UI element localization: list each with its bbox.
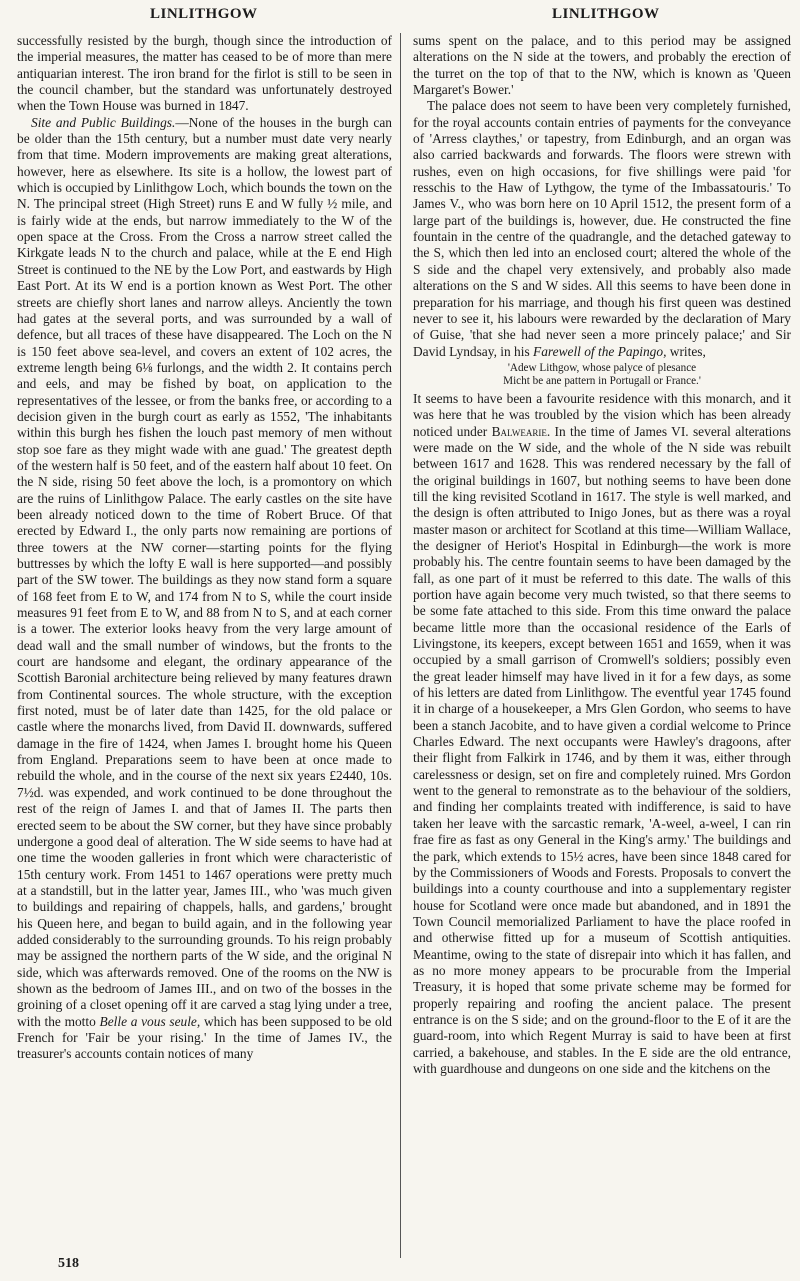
motto-text: Belle a vous seule, xyxy=(99,1013,201,1029)
verse-quotation xyxy=(413,362,791,389)
section-heading: Site and Public Buildings. xyxy=(31,114,176,130)
page-number: 518 xyxy=(58,1256,79,1271)
paragraph-text-continued: In the time of James VI. several alterations were made on the W side, and the whole of the N side was rebuilt between 1617 and 1628. This was rendered necessary by the fall of the original buildings in 1607, but nothing seems to have been done till the king revisited Scotland in 1617. The style is well marked, and the design is often attributed to Inigo Jones, but as there was a royal master mason or architect for Scotland at this time—William Wallace, the designer of Heriot's Hospital in Edinburgh—the work is more probably his. The centre fountain seems to have been damaged by the fall, as one part of it must be referred to this date. The walls of this portion have again become very much twisted, so that there seems to be some fate attached to this side. From this time onward the palace became little more than the occasional residence of the Earls of Livingstone, its keepers, except between 1651 and 1659, when it was occupied by a small garrison of Cromwell's soldiers; possibly even the great leader himself may have lived in it for a few days, as some of his letters are dated from Linlithgow. The eventful year 1745 found it in charge of a housekeeper, a Mrs Glen Gordon, who seems to have been a stanch Jacobite, and to have given a cordial welcome to Prince Charles Edward. The next occupants were Hawley's dragoons, after their flight from Falkirk in 1746, and by them it was, either through carelessness or design, set on fire and completely ruined. Mrs Gordon went to the general to remonstrate as to the behaviour of the soldiers, and finding her complaints treated with indifference, is said to have taken her leave with the sarcastic remark, 'A-weel, a-weel, I can rin frae fire as fast as ony General in the King's army.' The buildings and the park, which extends to 15½ acres, have been since 1848 cared for by the Commissioners of Woods and Forests. Proposals to convert the buildings into a county courthouse and into a supplementary register house for Scotland were once made but abandoned, and in 1891 the Town Council memorialized Parliament to have the place roofed in and otherwise fitted up for a museum of Scottish antiquities. Meantime, owing to the state of disrepair into which it has fallen, and as no more money appears to be procurable from the Imperial Treasury, it is hoped that some private scheme may be formed for properly repairing and roofing the ancient palace. The present entrance is on the S side; and on the ground-floor to the E of it are the guard-room, into which Regent Murray is said to have been at first carried, a bakehouse, and stables. In the E side are the old entrance, with guardhouse and dungeons on one side and the kitchens on the xyxy=(413,423,791,1076)
cross-reference: Balwearie. xyxy=(491,423,551,439)
column-divider xyxy=(400,33,401,1258)
paragraph-palace-sums: sums spent on the palace, and to this period may be assigned alterations on the N side at the towers, and probably the erection of the turret on the top of that to the NW, which is known as 'Queen Margaret's Bower.' xyxy=(413,33,791,98)
verse-line: Micht be ane pattern in Portugall or France.' xyxy=(503,375,701,388)
paragraph-text: It seems to have been a favourite residence with this monarch, and it was here that he was troubled by the vision which has been already noticed under xyxy=(413,390,791,439)
paragraph-text: —None of the houses in the burgh can be older than the 15th century, but a number must date very nearly from that time. Modern improvements are making great alterations, however, here as elsewhere. Its site is a hollow, the lowest part of which is occupied by Linlithgow Loch, which bounds the town on the N. The principal street (High Street) runs E and W fully ½ mile, and is fairly wide at the ends, but narrow immediately to the W of the open space at the Cross. From the Cross a narrow street called the Kirkgate leads N to the church and palace, while at the E end High Street is continued to the NE by the Low Port, and eastwards by High East Port. At its W end is a portion known as West Port. The other streets are chiefly short lanes and narrow alleys. Anciently the town had gates at the several ports, and was surrounded by a wall of defence, but all traces of these have disappeared. The Loch on the N is 150 feet above sea-level, and covers an extent of 102 acres, the extreme length being 6⅛ furlongs, and the width 2. It contains perch and eels, and may be fished by boat, on application to the representatives of the lessee, or from the banks free, or according to a decision given in the burgh court as early as 1552, 'The inhabitants within this burgh hes fishen the louch past memory of men without stop soe fare as they might wade with ane guad.' The greatest depth of the western half is 50 feet, and of the eastern half about 10 feet. On the N side, rising 50 feet above the loch, is a promontory on which are the ruins of Linlithgow Palace. The early castles on the site have been already noticed down to the time of Robert Bruce. Of that erected by Edward I., the only parts now remaining are portions of three towers at the NW corner—starting points for the flying buttresses by which the lofty E wall is here supported—and possibly part of the SW tower. The buildings as they now stand form a square of 168 feet from E to W, and 174 from N to S, while the court inside measures 91 feet from E to W, and 88 from N to S, and at each corner is a tower. The exterior looks heavy from the very large amount of dead wall and the small number of windows, but the fronts to the court are handsome and elegant, the ordinary appearance of the Scottish Baronial architecture being relieved by many features drawn from Continental sources. The whole structure, with the exception first noted, must be of later date than 1425, for the old palace or castle where the monarchs lived, from David II. downwards, suffered damage in the fire of 1424, when James I. brought home his Queen from England. Preparations seem to have been at once made to rebuild the whole, and in the course of the next six years £2440, 10s. 7½d. was expended, and work continued to be done throughout the rest of the reign of James I. and that of James II. The parts then erected seem to be about the SW corner, but they have since probably undergone a good deal of alteration. The W side seems to have had at one time the wooden galleries in front which were characteristic of 15th century work. From 1451 to 1467 operations were pretty much at a standstill, but in the latter year, James III., who 'was much given to buildings and repairing of chappels, halls, and gardens,' brought his Queen here, and began to build again, and in the following year added considerably to the surrounding grounds. To his reign probably may be assigned the northern parts of the W side, and the original N side, which was afterwards removed. One of the rooms on the NW is shown as the bedroom of James III., and on two of the bosses in the groining of a closet opening off it are carved a stag lying under a tree, with the motto xyxy=(17,114,392,1029)
verse-line: 'Adew Lithgow, whose palyce of plesance xyxy=(507,361,697,374)
running-head-left: LINLITHGOW xyxy=(150,6,258,22)
paragraph-site-and-buildings xyxy=(17,115,392,1063)
right-column xyxy=(413,33,791,1258)
running-head-right: LINLITHGOW xyxy=(552,6,660,22)
poem-title: Farewell of the Papingo, xyxy=(533,343,667,359)
paragraph-text: The palace does not seem to have been very completely furnished, for the royal accounts contain entries of payments for the conveyance of 'Arress claythes,' or tapestry, from Edinburgh, and an organ was also carried backwards and forwards. The floors were strewn with rushes, even on high occasions, for five shillings were paid 'for resschis to the Haw of Lythgow, the tyme of the Imbassatouris.' To James V., who was born here on 10 April 1512, the present form of a large part of the buildings is, however, due. He constructed the fine fountain in the centre of the quadrangle, and the detached gateway to the S, which then led into an enclosed court; altered the whole of the S side and the chapel very extensively, and probably also made alterations on the S and W sides. All this seems to have been done in preparation for his marriage, and though his first queen was destined never to see it, his labours were rewarded by the declaration of Mary of Guise, 'that she had never seen a more princely palace;' and Sir David Lyndsay, in his xyxy=(413,98,791,359)
paragraph-burgh-measures: successfully resisted by the burgh, though since the introduction of the imperial measures, the matter has ceased to be of more than mere antiquarian interest. The iron brand for the firlot is still to be seen in the council chamber, but the standard was unfortunately destroyed when the Town House was burned in 1847. xyxy=(17,33,392,114)
paragraph-later-history xyxy=(413,391,791,1077)
paragraph-text-continued: writes, xyxy=(669,343,706,359)
paragraph-palace-furnishing xyxy=(413,98,791,360)
paragraph-text-continued: which has been supposed to be old French for 'Fair be your rising.' In the time of James IV., the treasurer's accounts contain notices of many xyxy=(17,1013,392,1062)
left-column xyxy=(17,33,392,1258)
